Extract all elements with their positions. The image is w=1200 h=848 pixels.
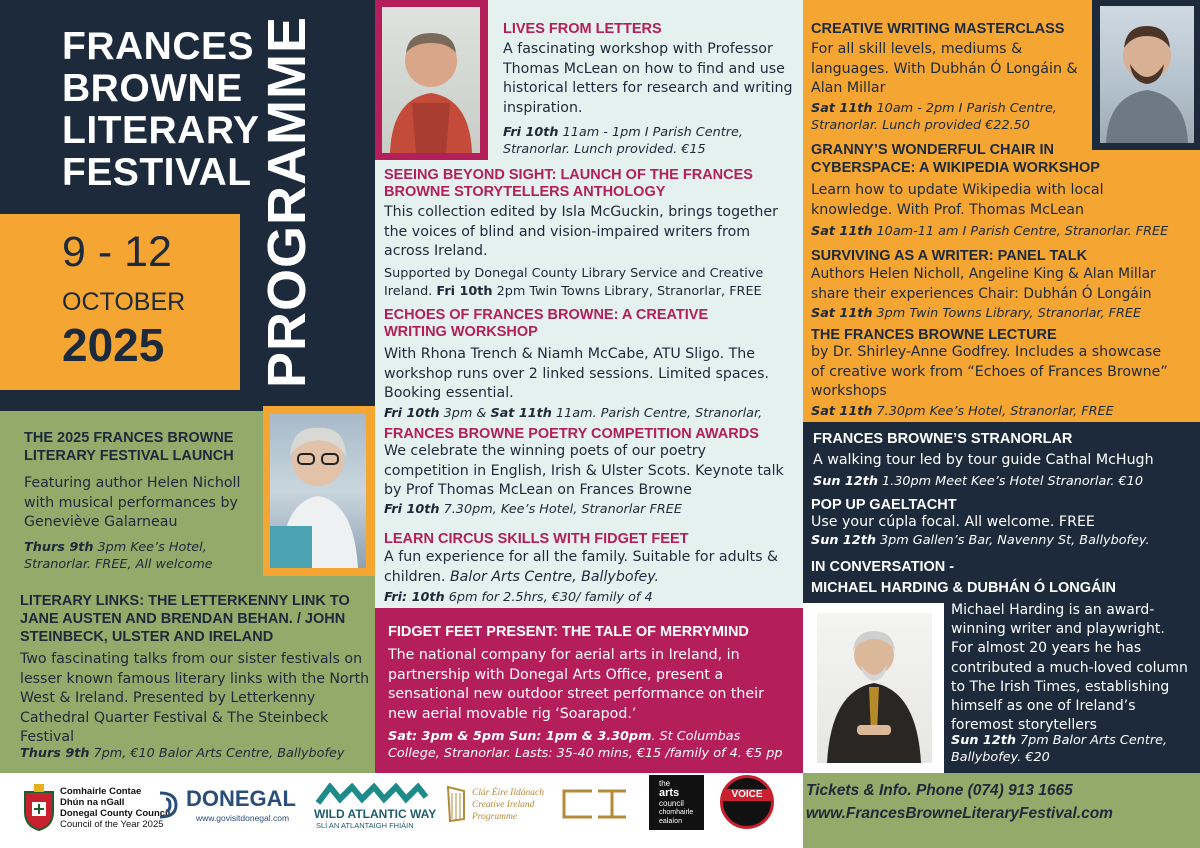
title-line: LITERARY <box>62 109 260 152</box>
wild-atlantic-wave-icon <box>316 783 428 807</box>
contact-phone[interactable]: Tickets & Info. Phone (074) 913 1665 <box>806 782 1073 799</box>
literary-links-body: Two fascinating talks from our sister festivals on lesser known famous literary links with the North West & Ireland. Presented by Letterkenny Cathedral Quarter Festival & The Steinbeck Festival <box>20 651 370 745</box>
council-line: Comhairle Contae <box>60 786 142 797</box>
wikipedia-details: 10am-11 am I Parish Centre, Stranorlar. FREE <box>872 224 1169 239</box>
council-crest-icon <box>22 782 56 832</box>
title-line: BROWNE <box>62 67 243 110</box>
thomas-mclean-photo <box>382 7 480 153</box>
masterclass-body: For all skill levels, mediums & languages. With Dubhán Ó Longáin & Alan Millar <box>811 41 1078 96</box>
donegal-swirl-icon <box>156 787 184 823</box>
wild-atlantic-text: WILD ATLANTIC WAY <box>314 807 437 821</box>
lives-body: A fascinating workshop with Professor Thomas McLean on how to find and use historical letters for research and writing inspiration. <box>503 41 793 116</box>
echoes-date-2: Sat 11th <box>490 406 552 421</box>
conversation-date: Sun 12th <box>951 733 1016 748</box>
stranorlar-when <box>813 473 1193 490</box>
lecture-when <box>811 403 1196 420</box>
stranorlar-date: Sun 12th <box>813 474 878 489</box>
wikipedia-date: Sat 11th <box>811 224 873 239</box>
circus-heading: LEARN CIRCUS SKILLS WITH FIDGET FEET <box>384 531 689 547</box>
arts-line: council <box>659 799 684 808</box>
circus-date: Fri: 10th <box>384 590 445 605</box>
lives-heading: LIVES FROM LETTERS <box>503 21 662 37</box>
conversation-heading-line: IN CONVERSATION - <box>811 559 955 575</box>
poetry-details: 7.30pm, Kee’s Hotel, Stranorlar FREE <box>439 502 682 517</box>
lecture-date: Sat 11th <box>811 404 873 419</box>
echoes-when <box>384 405 794 422</box>
voice-logo <box>720 775 774 829</box>
creative-line: Programme <box>472 812 518 822</box>
wild-atlantic-sub: SLÍ AN ATLANTAIGH FHIÁIN <box>316 821 414 830</box>
wikipedia-when <box>811 223 1196 240</box>
circus-body <box>384 548 784 587</box>
contact-website-link[interactable]: www.FrancesBrowneLiteraryFestival.com <box>806 805 1113 822</box>
lives-when <box>503 124 793 158</box>
echoes-date-1: Fri 10th <box>384 406 440 421</box>
merrymind-dates: Sat: 3pm & 5pm Sun: 1pm & 3.30pm <box>388 729 652 744</box>
seeing-support-text: Supported by Donegal County Library Service and Creative Ireland. <box>384 266 764 299</box>
surviving-when <box>811 305 1196 322</box>
lives-date: Fri 10th <box>503 125 559 140</box>
circus-venue: Balor Arts Centre, Ballybofey. <box>445 568 660 585</box>
launch-details: 3pm Kee’s Hotel, Stranorlar. FREE, All welcome <box>24 540 213 572</box>
literary-links-date: Thurs 9th <box>20 746 90 761</box>
circus-when <box>384 589 794 606</box>
masterclass-heading: CREATIVE WRITING MASTERCLASS <box>811 21 1065 37</box>
conversation-heading <box>811 557 1196 599</box>
echoes-body: With Rhona Trench & Niamh McCabe, ATU Sligo. The workshop runs over 2 linked sessions. Limited spaces. Booking essential. <box>384 346 770 401</box>
surviving-details: 3pm Twin Towns Library, Stranorlar, FREE <box>872 306 1142 321</box>
seeing-support <box>384 265 794 301</box>
circus-details: 6pm for 2.5hrs, €30/ family of 4 <box>444 590 653 605</box>
surviving-date: Sat 11th <box>811 306 873 321</box>
stranorlar-details: 1.30pm Meet Kee’s Hotel Stranorlar. €10 <box>877 474 1143 489</box>
poetry-heading: FRANCES BROWNE POETRY COMPETITION AWARDS <box>384 426 759 442</box>
arts-line: ealaíon <box>659 818 682 825</box>
title-line: FRANCES <box>62 25 255 68</box>
council-line: Dhún na nGall <box>60 797 125 808</box>
surviving-heading: SURVIVING AS A WRITER: PANEL TALK <box>811 248 1088 264</box>
stranorlar-heading: FRANCES BROWNE’S STRANORLAR <box>813 431 1073 447</box>
arts-line: chomhairle <box>659 809 694 816</box>
festival-dates: 9 - 12 <box>62 228 172 276</box>
poetry-body: We celebrate the winning poets of our poetry competition in English, Irish & Ulster Scots. Keynote talk by Prof Thomas McLean on Frances Browne <box>384 443 784 498</box>
conversation-details: 7pm Balor Arts Centre, Ballybofey. €20 <box>951 733 1168 765</box>
council-logo-text <box>60 786 170 830</box>
conversation-body: Michael Harding is an award-winning writer and playwright. For almost 20 years he has contributed a much-loved column to The Irish Times, establishing himself as one of Ireland’s foremost storytellers <box>951 602 1188 734</box>
lecture-heading: THE FRANCES BROWNE LECTURE <box>811 327 1057 343</box>
circus-body-text: A fun experience for all the family. Suitable for adults & children. <box>384 549 779 585</box>
creative-line: Creative Ireland <box>472 800 535 810</box>
donegal-logo-text: DONEGAL <box>186 786 296 811</box>
literary-links-details: 7pm, €10 Balor Arts Centre, Ballybofey <box>89 746 345 761</box>
title-line: FESTIVAL <box>62 151 252 194</box>
council-line: Donegal County Council <box>60 808 171 819</box>
harp-icon <box>444 783 468 825</box>
merrymind-when <box>388 728 793 762</box>
conversation-heading-line: MICHAEL HARDING & DUBHÁN Ó LONGÁIN <box>811 580 1117 596</box>
gaeltacht-heading: POP UP GAELTACHT <box>811 497 957 513</box>
creative-ireland-text <box>472 787 544 823</box>
merrymind-heading: FIDGET FEET PRESENT: THE TALE OF MERRYMIND <box>388 624 749 640</box>
wikipedia-body: Learn how to update Wikipedia with local knowledge. With Prof. Thomas McLean <box>811 182 1104 218</box>
gaeltacht-date: Sun 12th <box>811 533 876 548</box>
arts-line: the <box>659 779 671 788</box>
festival-title <box>62 26 260 194</box>
masterclass-details: 10am - 2pm I Parish Centre, Stranorlar. Lunch provided €22.50 <box>811 101 1057 133</box>
launch-date: Thurs 9th <box>24 540 94 555</box>
launch-when <box>24 539 262 573</box>
conversation-when <box>951 732 1191 766</box>
poetry-date: Fri 10th <box>384 502 440 517</box>
lecture-body: by Dr. Shirley-Anne Godfrey. Includes a showcase of creative work from “Echoes of Frances Browne” workshops <box>811 344 1168 399</box>
launch-body: Featuring author Helen Nicholl with musical performances by Geneviève Galarneau <box>24 475 241 530</box>
seeing-date: Fri 10th <box>436 284 493 299</box>
merrymind-details: . St Columbas College, Stranorlar. Lasts: 35-40 mins, €15 /family of 4. €5 pp <box>388 729 783 761</box>
gaeltacht-body: Use your cúpla focal. All welcome. FREE <box>811 514 1095 530</box>
gaeltacht-details: 3pm Gallen’s Bar, Navenny St, Ballybofey. <box>875 533 1150 548</box>
literary-links-when <box>20 745 370 762</box>
lives-details: 11am - 1pm I Parish Centre, Stranorlar. Lunch provided. €15 <box>503 125 743 157</box>
seeing-details: 2pm Twin Towns Library, Stranorlar, FREE <box>492 284 762 299</box>
launch-heading: THE 2025 FRANCES BROWNE LITERARY FESTIVAL LAUNCH <box>24 430 234 464</box>
arts-line: arts <box>659 787 680 799</box>
creative-line: Clár Éire Ildánach <box>472 788 544 798</box>
lecture-details: 7.30pm Kee’s Hotel, Stranorlar, FREE <box>872 404 1114 419</box>
ci-logo-icon <box>562 789 628 819</box>
stranorlar-body: A walking tour led by tour guide Cathal McHugh <box>813 452 1154 468</box>
gaeltacht-when <box>811 532 1196 549</box>
council-line: Council of the Year 2025 <box>60 819 164 830</box>
helen-nicholl-photo <box>270 414 366 568</box>
voice-logo-text: VOICE <box>723 789 771 801</box>
alan-millar-photo <box>1100 6 1194 143</box>
merrymind-body: The national company for aerial arts in Ireland, in partnership with Donegal Arts Office, present a sensational new outdoor street performance on their new aerial movable rig ‘Soarapod.’ <box>388 647 764 722</box>
programme-vertical-title: PROGRAMME <box>257 16 317 388</box>
seeing-body: This collection edited by Isla McGuckin, brings together the voices of blind and vision-impaired writers from across Ireland. <box>384 204 778 259</box>
michael-harding-photo <box>817 613 932 763</box>
masterclass-when <box>811 100 1081 134</box>
arts-council-logo <box>649 775 704 830</box>
seeing-heading: SEEING BEYOND SIGHT: LAUNCH OF THE FRANCES BROWNE STORYTELLERS ANTHOLOGY <box>384 167 753 200</box>
festival-year: 2025 <box>62 319 165 371</box>
donegal-url: www.govisitdonegal.com <box>196 813 290 823</box>
wikipedia-heading: GRANNY’S WONDERFUL CHAIR IN CYBERSPACE: A WIKIPEDIA WORKSHOP <box>811 142 1100 176</box>
literary-links-heading: LITERARY LINKS: THE LETTERKENNY LINK TO JANE AUSTEN AND BRENDAN BEHAN. / JOHN STEINBECK, ULSTER AND IRELAND <box>20 593 350 645</box>
festival-month: OCTOBER <box>62 288 186 316</box>
masterclass-date: Sat 11th <box>811 101 873 116</box>
echoes-time-1: 3pm & <box>439 406 491 421</box>
poetry-when <box>384 501 794 518</box>
surviving-body: Authors Helen Nicholl, Angeline King & Alan Millar share their experiences Chair: Dubhán Ó Longáin <box>811 266 1156 302</box>
echoes-heading: ECHOES OF FRANCES BROWNE: A CREATIVE WRITING WORKSHOP <box>384 307 709 340</box>
echoes-details: 11am. Parish Centre, Stranorlar, <box>551 406 763 421</box>
